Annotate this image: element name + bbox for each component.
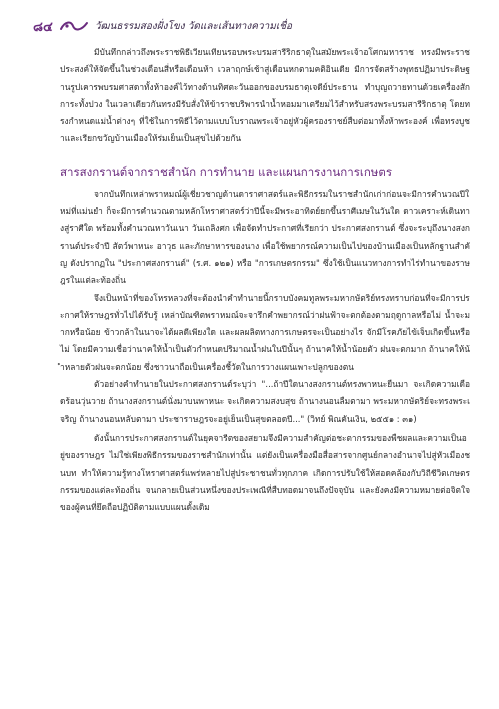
body-paragraph: จึงเป็นหน้าที่ของโหรหลวงที่จะต้องนำคำทำนายนี้กราบบังคมทูลพระมหากษัตริย์ทรงทราบก่อนที่จะมีการประกาศให้ราษฎรทั่วไปได้รับรู้ เหล่าบัณฑิตพราหมณ์จะจารึกคำพยากรณ์ว่าฝนฟ้าจะตกต้องตามฤดูกาลหรือไม่ น้ำจะมากหรือน้อย ข้าวกล้าในนาจะได้ผลดีเพียงใด และผลผลิตทางการเกษตรจะเป็นอย่างไร จักมีโรคภัยไข้เจ็บเกิดขึ้นหรือไม่ โดยมีความเชื่อว่านาคให้น้ำเป็นตัวกำหนดปริมาณน้ำฝนในปีนั้นๆ ถ้านาคให้น้ำน้อยตัว ฝนจะตกมาก ถ้านาคให้น้ำหลายตัวฝนจะตกน้อย ซึ่งชาวนาถือเป็นเครื่องชี้วัดในการวางแผนเพาะปลูกของตน: [60, 292, 470, 372]
body-paragraph: จากบันทึกเหล่าพราหมณ์ผู้เชี่ยวชาญด้านดาราศาสตร์และพิธีกรรมในราชสำนักเก่าก่อนจะมีการคำนวณปีใหม่ที่แม่นยำ ก็จะมีการคำนวณตามหลักโหราศาสตร์ว่าปีนี้จะมีพระอาทิตย์ยกขึ้นราศีเมษในวันใด ดาวเคราะห์เดินทางสู่ราศีใด พร้อมทั้งคำนวณหาวันเนา วันเถลิงศก เพื่อจัดทำประกาศที่เรียกว่า ประกาศสงกรานต์ ซึ่งจะระบุถึงนางสงกรานต์ประจำปี สัตว์พาหนะ อาวุธ และภักษาหารของนาง เพื่อใช้พยากรณ์ความเป็นไปของบ้านเมืองเป็นหลักฐานสำคัญ ดังปรากฏใน "ประกาศสงกรานต์" (ร.ศ. ๑๒๑) หรือ "การเกษตรกรรม" ซึ่งใช้เป็นแนวทางการทำไร่ทำนาของราษฎรในแต่ละท้องถิ่น: [60, 188, 470, 286]
book-logo-swash-icon: [59, 19, 89, 33]
body-paragraph: มีบันทึกกล่าวถึงพระราชพิธีเวียนเทียนรอบพระบรมสารีริกธาตุในสมัยพระเจ้าอโศกมหาราช ทรงมีพระราชประสงค์ให้จัดขึ้นในช่วงเดือนสี่หรือเดือนห้า เวลาฤกษ์เช้าสู่เดือนหกตามคติอินเดีย มีการจัดสร้างพุทธปฏิมาประดิษฐานรูปเคารพบรมศาสดาทั้งห้าองค์ไว้ทางด้านทิศตะวันออกของบรมธาตุเจดีย์ประธาน ทำบุญถวายทานด้วยเครื่องสักการะทั้งปวง ในเวลาเดียวกันทรงมีรับสั่งให้ข้าราชบริพารนำน้ำหอมมาเตรียมไว้สำหรับสรงพระบรมสารีริกธาตุ โดยทรงกำหนดแม่น้ำต่างๆ ที่ใช้ในการพิธีไว้ตามแบบโบราณพระเจ้าอยู่หัวผู้ครองราชย์สืบต่อมาทั้งห้าพระองค์ เพื่อทรงบูชาและเรียกขวัญบ้านเมืองให้ร่มเย็นเป็นสุขไปด้วยกัน: [60, 47, 470, 144]
page-body: [60, 44, 470, 516]
body-paragraph: ตัวอย่างคำทำนายในประกาศสงกรานต์ระบุว่า "...ถ้าปีใดนางสงกรานต์ทรงพาหนะยืนมา จะเกิดความเดือดร้อนวุ่นวาย ถ้านางสงกรานต์นั่งมาบนพาหนะ จะเกิดความสงบสุข ถ้านางนอนลืมตามา พระมหากษัตริย์จะทรงพระเจริญ ถ้านางนอนหลับตามา ประชาราษฎรจะอยู่เย็นเป็นสุขตลอดปี..." (วิทย์ พิณคันเงิน, ๒๕๕๑ : ๓๑): [60, 379, 470, 424]
body-paragraph: ดังนั้นการประกาศสงกรานต์ในยุคจารีตของสยามจึงมีความสำคัญต่อชะตากรรมของพืชผลและความเป็นอยู่ของราษฎร ไม่ใช่เพียงพิธีกรรมของราชสำนักเท่านั้น แต่ยังเป็นเครื่องมือสื่อสารจากศูนย์กลางอำนาจไปสู่หัวเมืองชนบท ทำให้ความรู้ทางโหราศาสตร์แพร่หลายไปสู่ประชาชนทั่วทุกภาค เกิดการปรับใช้ให้สอดคล้องกับวิถีชีวิตเกษตรกรรมของแต่ละท้องถิ่น จนกลายเป็นส่วนหนึ่งของประเพณีที่สืบทอดมาจนถึงปัจจุบัน และยังคงมีความหมายต่อจิตใจของผู้คนที่ยึดถือปฏิบัติตามแบบแผนดั้งเดิม: [60, 432, 470, 513]
page-header: [33, 16, 292, 36]
running-head-book-title: วัฒนธรรมสองฝั่งโขง วัดและเส้นทางความเชื่อ: [94, 20, 293, 32]
section-heading: สารสงกรานต์จากราชสำนัก การทำนาย และแผนการงานการเกษตร: [60, 164, 393, 179]
page-number: ๘๔: [33, 19, 53, 35]
